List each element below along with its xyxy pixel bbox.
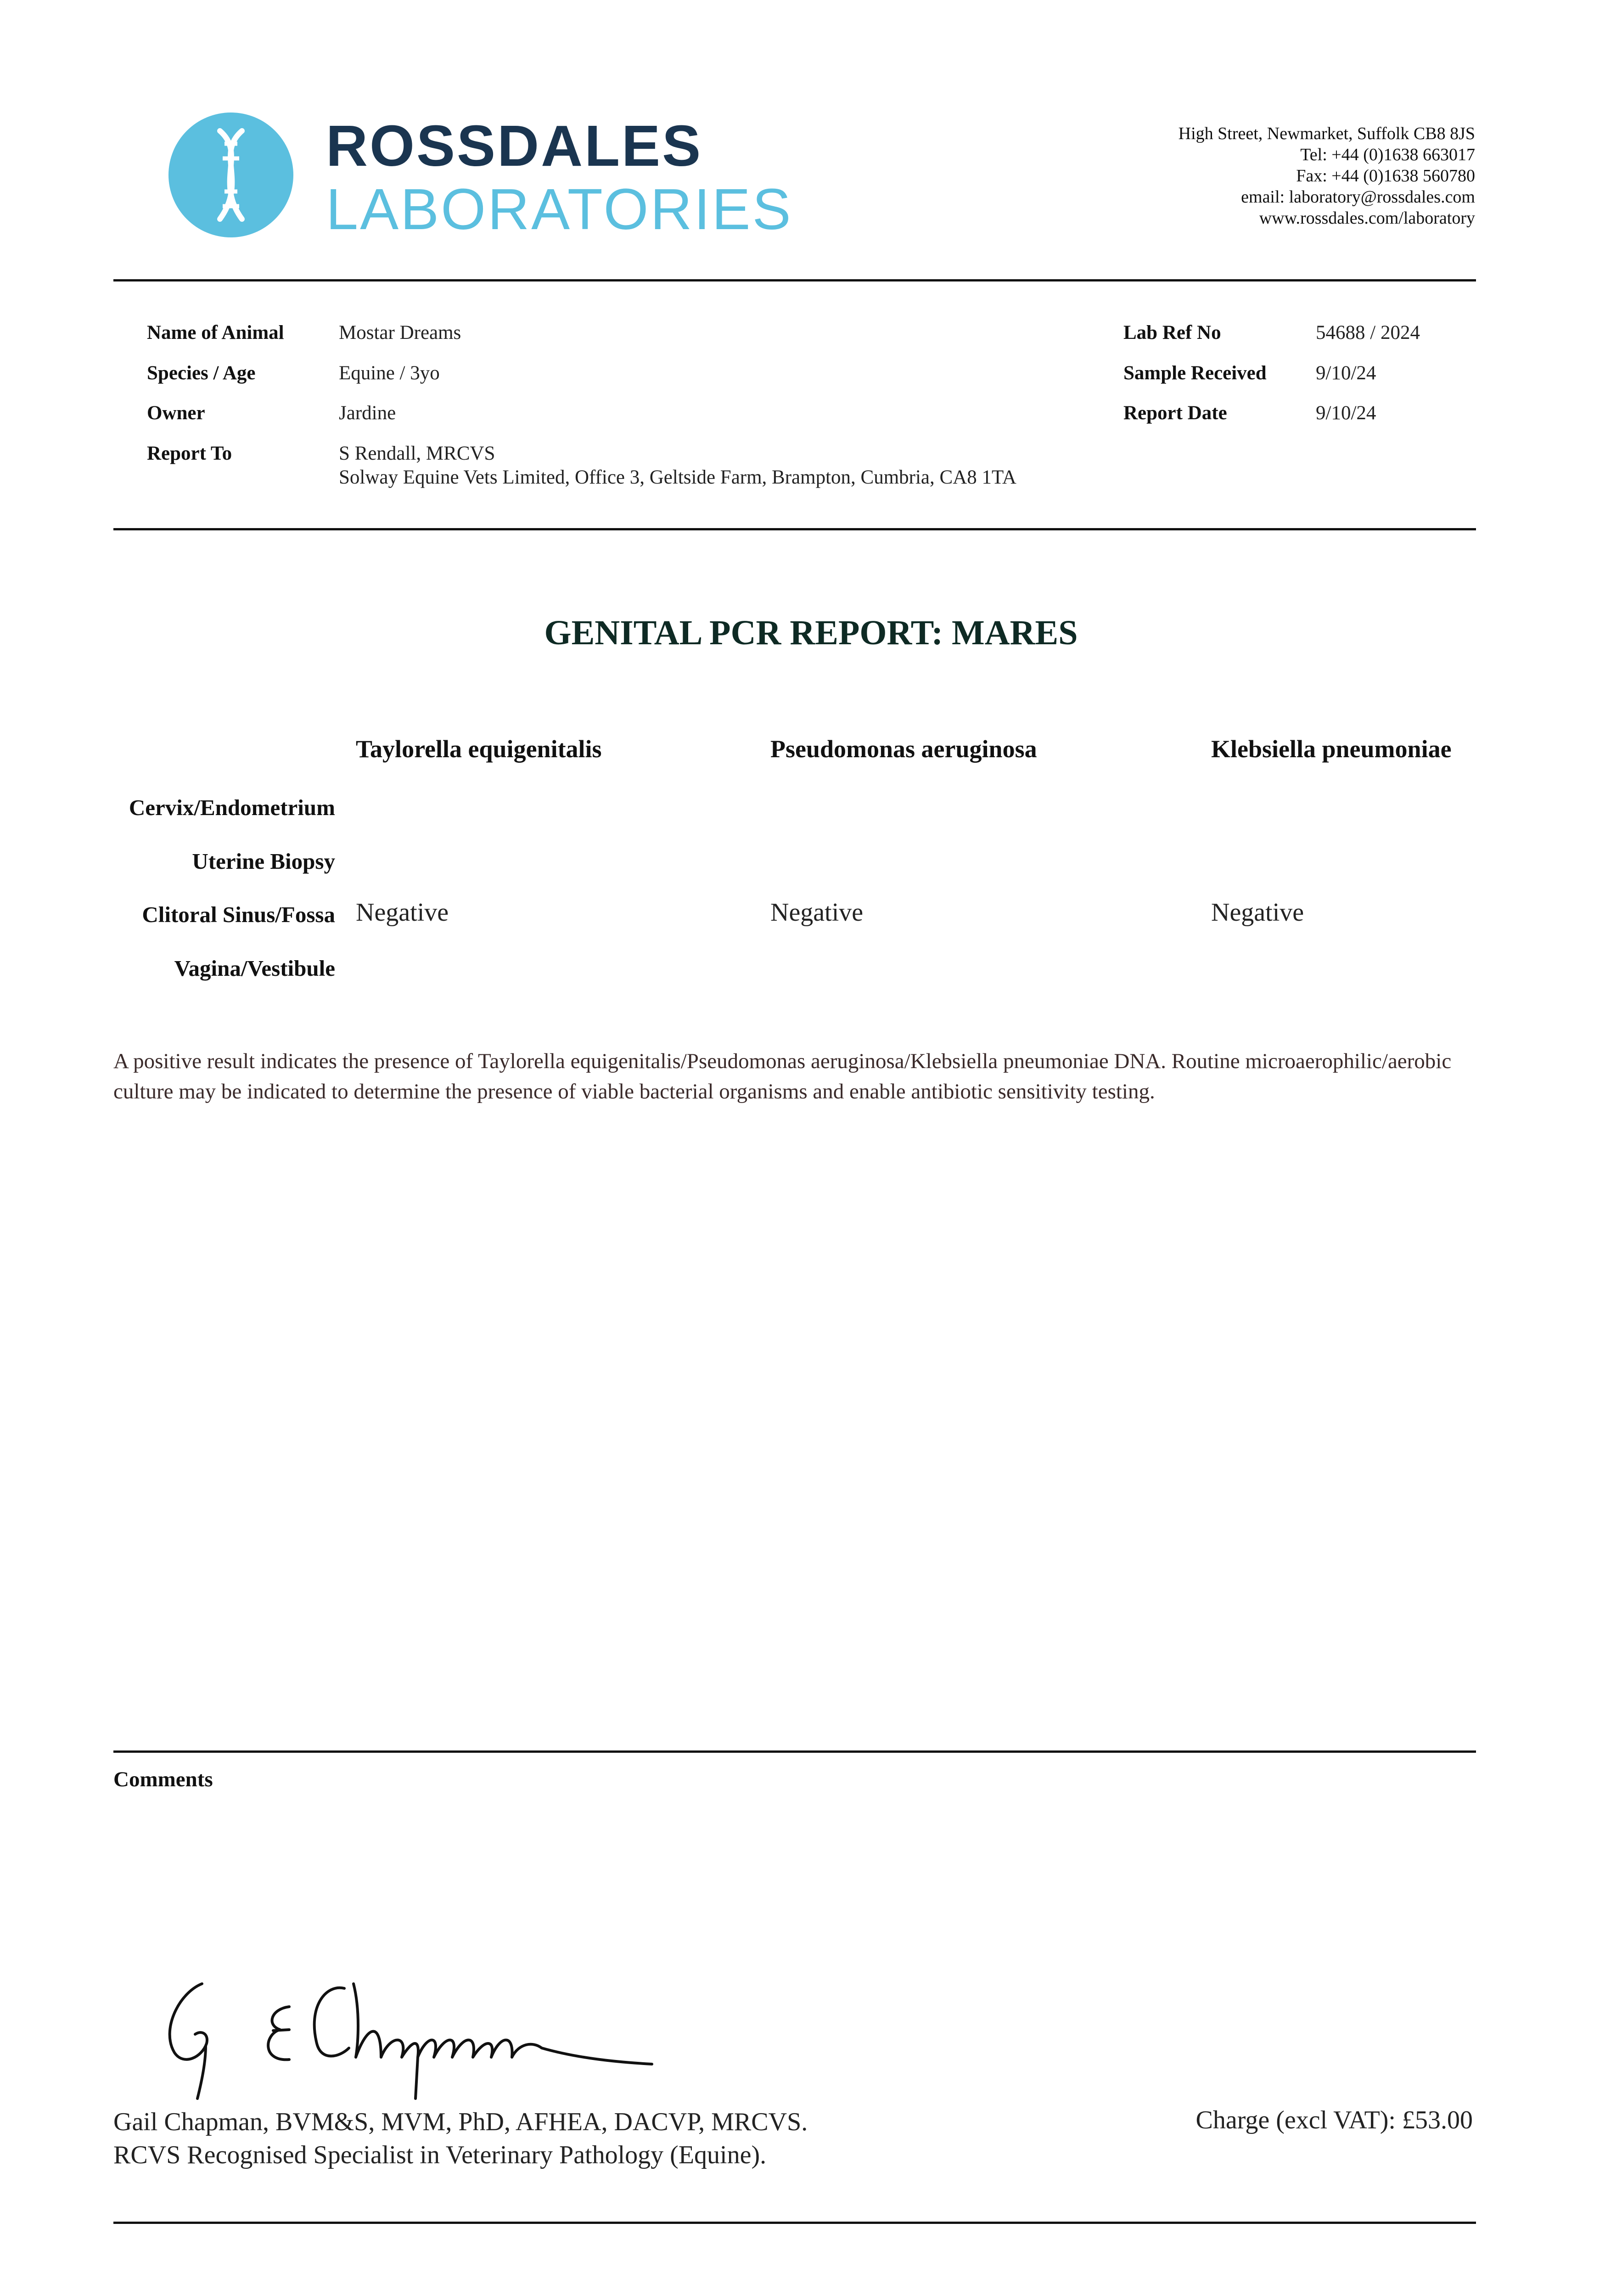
- owner-value: Jardine: [339, 402, 396, 424]
- sample-received-label: Sample Received: [1123, 362, 1267, 384]
- name-label: Name of Animal: [147, 322, 284, 343]
- result-klebsiella-clitoral: Negative: [1211, 898, 1304, 927]
- divider-top: [113, 279, 1476, 281]
- contact-address: High Street, Newmarket, Suffolk CB8 8JS: [1178, 124, 1475, 143]
- row-cervix-endometrium: Cervix/Endometrium: [129, 795, 335, 820]
- signature-image: [152, 1965, 666, 2103]
- brand-line-1: ROSSDALES: [326, 113, 703, 178]
- row-uterine-biopsy: Uterine Biopsy: [192, 849, 335, 874]
- charge-amount: Charge (excl VAT): £53.00: [1195, 2106, 1473, 2134]
- report-date-value: 9/10/24: [1316, 402, 1376, 424]
- result-taylorella-clitoral: Negative: [356, 898, 449, 927]
- contact-website: www.rossdales.com/laboratory: [1259, 208, 1475, 228]
- interpretation-note: A positive result indicates the presence of Taylorella equigenitalis/Pseudomonas aeruginosa/Klebsiella pneumoniae DNA. Routine microaerophilic/aerobic culture may be indicated to determine the presence of viable bacterial organisms and enable antibiotic sensitivity testing.: [113, 1049, 1452, 1103]
- species-value: Equine / 3yo: [339, 362, 440, 384]
- divider-info: [113, 528, 1476, 530]
- dna-logo-icon: [168, 113, 293, 237]
- signer-name: Gail Chapman, BVM&S, MVM, PhD, AFHEA, DACVP, MRCVS.: [113, 2108, 808, 2136]
- brand-line-2: LABORATORIES: [326, 177, 793, 242]
- contact-fax: Fax: +44 (0)1638 560780: [1296, 166, 1475, 186]
- contact-email: email: laboratory@rossdales.com: [1241, 187, 1475, 207]
- report-to-line-2: Solway Equine Vets Limited, Office 3, Geltside Farm, Brampton, Cumbria, CA8 1TA: [339, 467, 1016, 488]
- species-label: Species / Age: [147, 362, 256, 384]
- signer-title: RCVS Recognised Specialist in Veterinary Pathology (Equine).: [113, 2141, 767, 2169]
- col-pseudomonas: Pseudomonas aeruginosa: [770, 735, 1037, 763]
- brand-logo: [326, 113, 793, 242]
- contact-tel: Tel: +44 (0)1638 663017: [1300, 145, 1475, 164]
- contact-block: [1179, 123, 1475, 229]
- result-pseudomonas-clitoral: Negative: [770, 898, 864, 927]
- animal-name: Mostar Dreams: [339, 322, 461, 343]
- sample-received-value: 9/10/24: [1316, 362, 1376, 384]
- col-klebsiella: Klebsiella pneumoniae: [1211, 735, 1452, 763]
- divider-comments: [113, 1750, 1476, 1753]
- row-vagina-vestibule: Vagina/Vestibule: [174, 956, 335, 981]
- col-taylorella: Taylorella equigenitalis: [356, 735, 602, 763]
- signer-block: [113, 2105, 808, 2172]
- report-to-line-1: S Rendall, MRCVS: [339, 443, 495, 464]
- row-clitoral-sinus: Clitoral Sinus/Fossa: [142, 902, 335, 927]
- lab-ref-label: Lab Ref No: [1123, 322, 1221, 343]
- divider-bottom: [113, 2222, 1476, 2224]
- owner-label: Owner: [147, 402, 205, 424]
- report-to-label: Report To: [147, 443, 232, 464]
- report-date-label: Report Date: [1123, 402, 1227, 424]
- lab-ref-value: 54688 / 2024: [1316, 322, 1420, 343]
- report-title: GENITAL PCR REPORT: MARES: [544, 613, 1078, 652]
- comments-label: Comments: [113, 1767, 213, 1791]
